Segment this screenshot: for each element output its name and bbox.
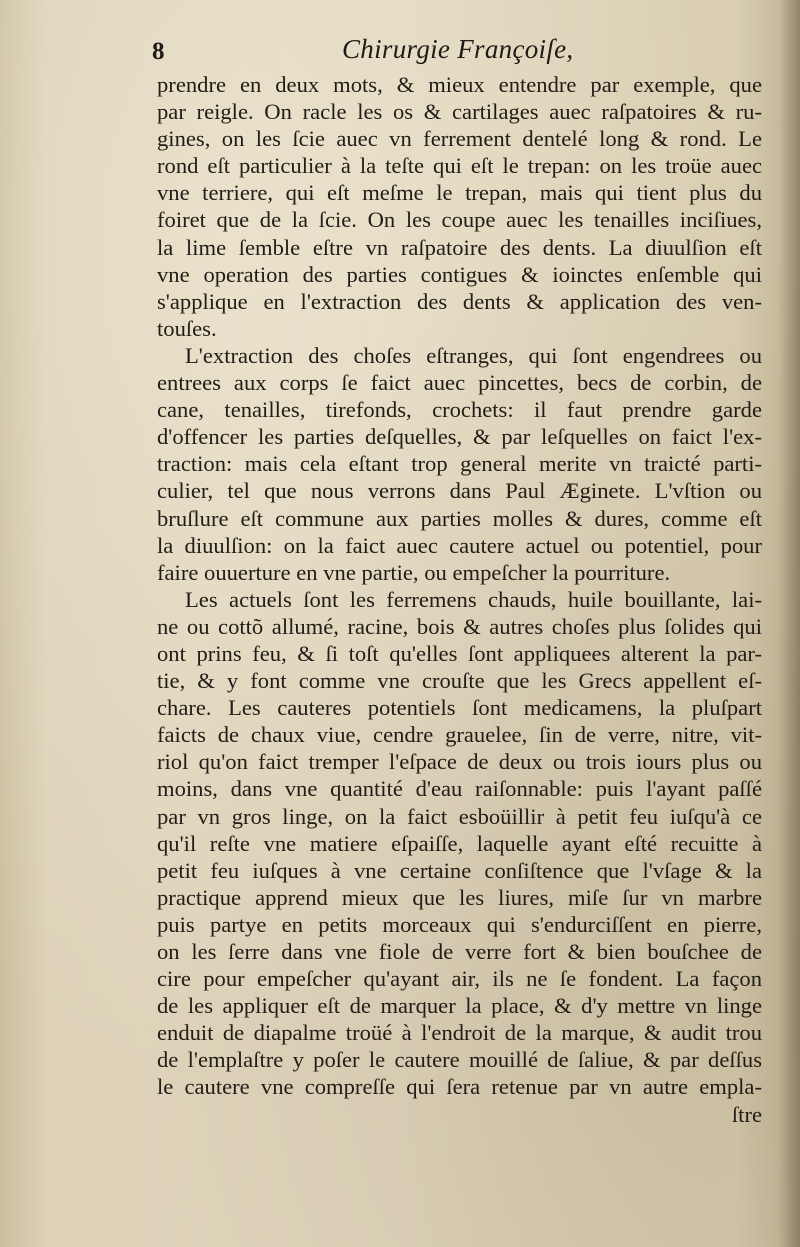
catchword: ſtre: [731, 1101, 762, 1127]
text-line: de les appliquer eſt de marquer la place, & d'y mettre vn linge: [157, 993, 762, 1019]
text-line: le cautere vne compreſſe qui ſera retenue par vn autre empla-: [157, 1074, 762, 1100]
text-line: d'offencer les parties deſquelles, & par leſquelles on faict l'ex-: [157, 424, 762, 450]
text-line: par reigle. On racle les os & cartilages auec raſpatoires & ru-: [157, 99, 762, 125]
text-line: prendre en deux mots, & mieux entendre par exemple, que: [157, 72, 762, 97]
text-line: ont prins feu, & ſi toſt qu'elles ſont appliquees alterent la par-: [157, 640, 762, 666]
text-line: gines, on les ſcie auec vn ferrement dentelé long & rond. Le: [157, 126, 762, 152]
text-line: faire ouuerture en vne partie, ou empeſcher la pourriture.: [157, 559, 671, 585]
text-line: moins, dans vne quantité d'eau raiſonnable: puis l'ayant paſſé: [157, 776, 762, 802]
text-line: s'applique en l'extraction des dents & application des ven-: [157, 288, 762, 314]
page-gutter-shadow: [778, 0, 800, 1247]
text-line: vne operation des parties contigues & ioinctes enſemble qui: [157, 261, 762, 287]
text-line: touſes.: [157, 315, 217, 341]
text-line: rond eſt particulier à la teſte qui eſt le trepan: on les troüe auec: [157, 153, 762, 179]
text-line: vne terriere, qui eſt meſme le trepan, mais qui tient plus du: [157, 180, 762, 206]
text-line: practique apprend mieux que les liures, miſe ſur vn marbre: [157, 884, 762, 910]
text-line: puis partye en petits morceaux qui s'endurciſſent en pierre,: [157, 911, 762, 937]
text-line: par vn gros linge, on la faict esboüillir à petit feu iuſqu'à ce: [157, 803, 762, 829]
text-line: faicts de chaux viue, cendre grauelee, ſin de verre, nitre, vit-: [157, 722, 762, 748]
text-line: traction: mais cela eſtant trop general merite vn traicté parti-: [157, 451, 762, 477]
text-line: cire pour empeſcher qu'ayant air, ils ne ſe fondent. La façon: [157, 966, 762, 992]
text-line: la diuulſion: on la faict auec cautere actuel ou potentiel, pour: [157, 532, 762, 558]
page-header: [152, 34, 592, 74]
text-line: enduit de diapalme troüé à l'endroit de la marque, & audit trou: [157, 1020, 762, 1046]
body-text: [157, 71, 762, 1128]
running-title: Chirurgie Françoiſe,: [342, 34, 574, 64]
text-line: ne ou cottõ allumé, racine, bois & autres choſes plus ſolides qui: [157, 613, 762, 639]
text-line: cane, tenailles, tirefonds, crochets: il faut prendre garde: [157, 397, 762, 423]
text-line: qu'il reſte vne matiere eſpaiſſe, laquelle ayant eſté recuitte à: [157, 830, 762, 856]
text-line: bruſlure eſt commune aux parties molles & dures, comme eſt: [157, 505, 762, 531]
text-line: on les ſerre dans vne fiole de verre fort & bien bouſchee de: [157, 939, 762, 964]
text-line: culier, tel que nous verrons dans Paul Æginete. L'vſtion ou: [157, 478, 762, 504]
text-line: petit feu iuſques à vne certaine conſiſtence que l'vſage & la: [157, 857, 762, 883]
text-line: foiret que de la ſcie. On les coupe auec les tenailles inciſiues,: [157, 207, 762, 233]
text-line: chare. Les cauteres potentiels ſont medicamens, la pluſpart: [157, 695, 762, 721]
text-line: de l'emplaſtre y poſer le cautere mouillé de ſaliue, & par deſſus: [157, 1047, 762, 1073]
text-line: riol qu'on faict tremper l'eſpace de deux ou trois iours plus ou: [157, 749, 762, 775]
text-line: la lime ſemble eſtre vn raſpatoire des dents. La diuulſion eſt: [157, 234, 762, 260]
text-line: tie, & y font comme vne crouſte que les Grecs appellent eſ-: [157, 668, 762, 694]
page-number: 8: [152, 38, 165, 65]
paragraph-start: L'extraction des choſes eſtranges, qui ſont engendrees ou: [185, 342, 762, 368]
text-line: entrees aux corps ſe faict auec pincettes, becs de corbin, de: [157, 370, 762, 396]
paragraph-start: Les actuels ſont les ferremens chauds, huile bouillante, lai-: [185, 586, 762, 612]
